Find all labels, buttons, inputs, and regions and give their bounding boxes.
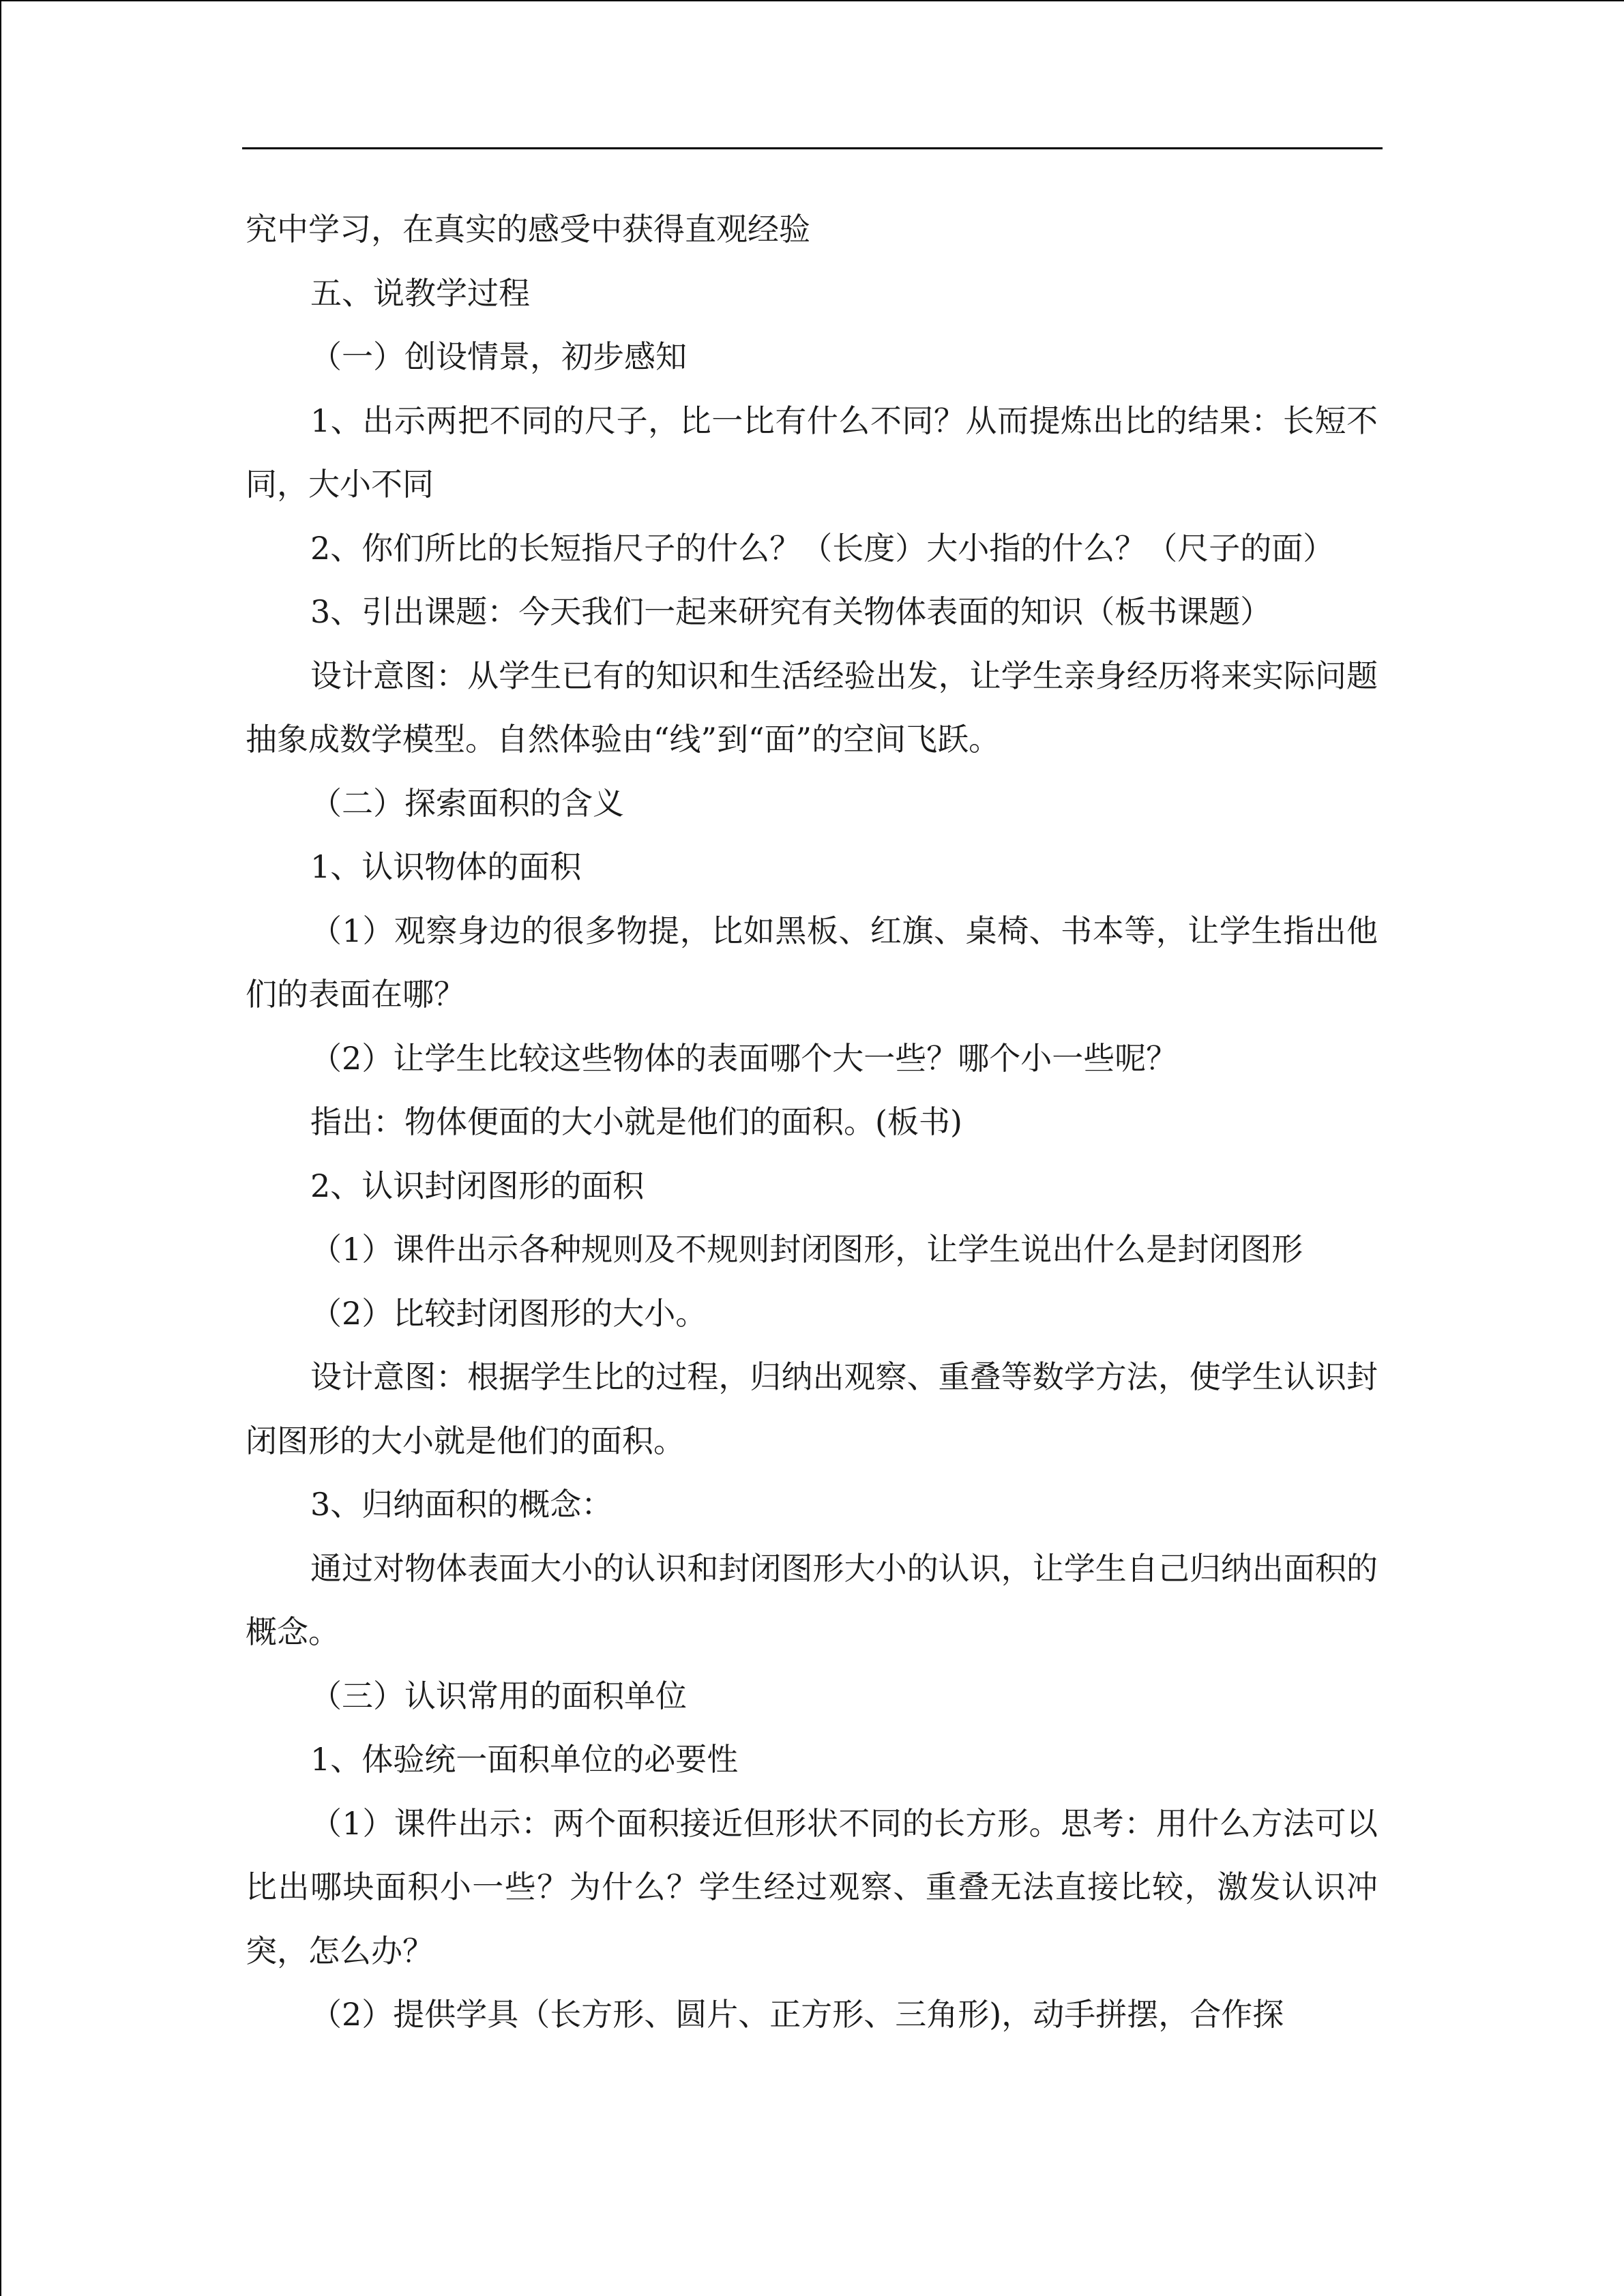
paragraph-18: 通过对物体表面大小的认识和封闭图形大小的认识，让学生自己归纳出面积的概念。 (246, 1549, 1378, 1650)
document-body (246, 198, 1378, 2047)
paragraph-12: 指出：物体便面的大小就是他们的面积。(板书) (310, 1103, 962, 1140)
paragraph-11: （2）让学生比较这些物体的表面哪个大一些？哪个小一些呢？ (310, 1039, 1178, 1077)
paragraph-9: 1、认识物体的面积 (310, 848, 582, 885)
paragraph-4: 1、出示两把不同的尺子，比一比有什么不同？从而提炼出比的结果：长短不同，大小不同 (246, 402, 1378, 503)
paragraph-22: （2）提供学具（长方形、圆片、正方形、三角形)，动手拼摆，合作探 (310, 1996, 1284, 2033)
header-rule (242, 147, 1383, 149)
paragraph-20: 1、体验统一面积单位的必要性 (310, 1741, 739, 1778)
design-intent-2: 设计意图：根据学生比的过程，归纳出观察、重叠等数学方法，使学生认识封闭图形的大小就是他们的面积。 (246, 1358, 1378, 1459)
paragraph-21: （1）课件出示：两个面积接近但形状不同的长方形。思考：用什么方法可以比出哪块面积小一些？为什么？学生经过观察、重叠无法直接比较，激发认识冲突，怎么办？ (246, 1804, 1378, 1969)
paragraph-6: 3、引出课题：今天我们一起来研究有关物体表面的知识（板书课题） (310, 593, 1272, 630)
paragraph-17: 3、归纳面积的概念： (310, 1486, 613, 1523)
paragraph-14: （1）课件出示各种规则及不规则封闭图形，让学生说出什么是封闭图形 (310, 1231, 1303, 1268)
section-heading-teaching-process: 五、说教学过程 (310, 274, 530, 312)
paragraph-1: 究中学习，在真实的感受中获得直观经验 (246, 211, 810, 248)
paragraph-10: （1）观察身边的很多物提，比如黑板、红旗、桌椅、书本等，让学生指出他们的表面在哪？ (246, 912, 1378, 1013)
subheading-2: （二）探索面积的含义 (310, 784, 624, 822)
paragraph-5: 2、你们所比的长短指尺子的什么？（长度）大小指的什么？（尺子的面） (310, 529, 1335, 567)
subheading-3: （三）认识常用的面积单位 (310, 1677, 687, 1714)
design-intent-1: 设计意图：从学生已有的知识和生活经验出发，让学生亲身经历将来实际问题抽象成数学模型。自然体验由“线”到“面”的空间飞跃。 (246, 657, 1378, 758)
paragraph-13: 2、认识封闭图形的面积 (310, 1167, 645, 1204)
paragraph-15: （2）比较封闭图形的大小。 (310, 1294, 707, 1332)
subheading-1: （一）创设情景，初步感知 (310, 338, 687, 375)
